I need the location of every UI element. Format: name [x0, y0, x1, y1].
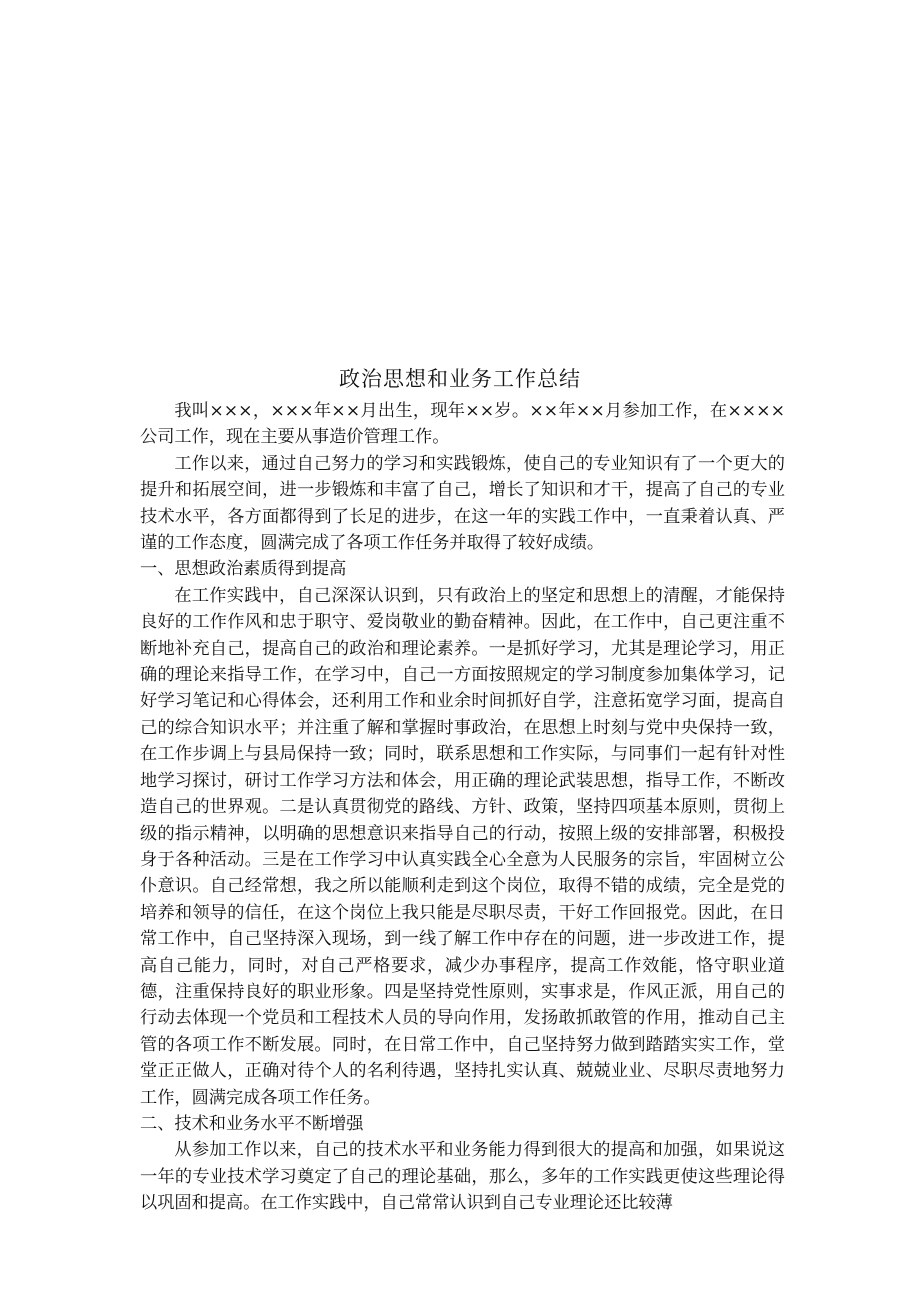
section-heading-2: 二、技术和业务水平不断增强	[140, 1113, 364, 1134]
paragraph-political: 在工作实践中，自己深深认识到，只有政治上的坚定和思想上的清醒，才能保持良好的工作作风和忠于职守、爱岗敬业的勤奋精神。因此，在工作中，自己更注重不断地补充自己，提高自己的政治和理论素养。一是抓好学习，尤其是理论学习，用正确的理论来指导工作，在学习中，自己一方面按照规定的学习制度参加集体学习，记好学习笔记和心得体会，还利用工作和业余时间抓好自学，注意拓宽学习面，提高自己的综合知识水平；并注重了解和掌握时事政治，在思想上时刻与党中央保持一致，在工作步调上与县局保持一致；同时，联系思想和工作实际，与同事们一起有针对性地学习探讨，研讨工作学习方法和体会，用正确的理论武装思想，指导工作，不断改造自己的世界观。二是认真贯彻党的路线、方针、政策，坚持四项基本原则，贯彻上级的指示精神，以明确的思想意识来指导自己的行动，按照上级的安排部署，积极投身于各种活动。三是在工作学习中认真实践全心全意为人民服务的宗旨，牢固树立公仆意识。自己经常想，我之所以能顺利走到这个岗位，取得不错的成绩，完全是党的培养和领导的信任，在这个岗位上我只能是尽职尽责，干好工作回报党。因此，在日常工作中，自己坚持深入现场，到一线了解工作中存在的问题，进一步改进工作，提高自己能力，同时，对自己严格要求，减少办事程序，提高工作效能，恪守职业道德，注重保持良好的职业形象。四是坚持党性原则，实事求是，作风正派，用自己的行动去体现一个党员和工程技术人员的导向作用，发扬敢抓敢管的作用，推动自己主管的各项工作不断发展。同时，在日常工作中，自己坚持努力做到踏踏实实工作，堂堂正正做人，正确对待个人的名利待遇，坚持扎实认真、兢兢业业、尽职尽责地努力工作，圆满完成各项工作任务。	[140, 585, 785, 1108]
section-heading-1: 一、思想政治素质得到提高	[140, 559, 347, 580]
paragraph-overview: 工作以来，通过自己努力的学习和实践锻炼，使自己的专业知识有了一个更大的提升和拓展空间，进一步锻炼和丰富了自己，增长了知识和才干，提高了自己的专业技术水平，各方面都得到了长足的进步，在这一年的实践工作中，一直秉着认真、严谨的工作态度，圆满完成了各项工作任务并取得了较好成绩。	[140, 453, 785, 554]
document-body	[140, 398, 785, 1217]
paragraph-technical: 从参加工作以来，自己的技术水平和业务能力得到很大的提高和加强，如果说这一年的专业技术学习奠定了自己的理论基础，那么，多年的工作实践更使这些理论得以巩固和提高。在工作实践中，自己常常认识到自己专业理论还比较薄	[140, 1140, 785, 1214]
paragraph-intro: 我叫×××，×××年××月出生，现年××岁。××年××月参加工作，在××××公司工作，现在主要从事造价管理工作。	[140, 401, 785, 448]
document-title: 政治思想和业务工作总结	[339, 367, 581, 391]
